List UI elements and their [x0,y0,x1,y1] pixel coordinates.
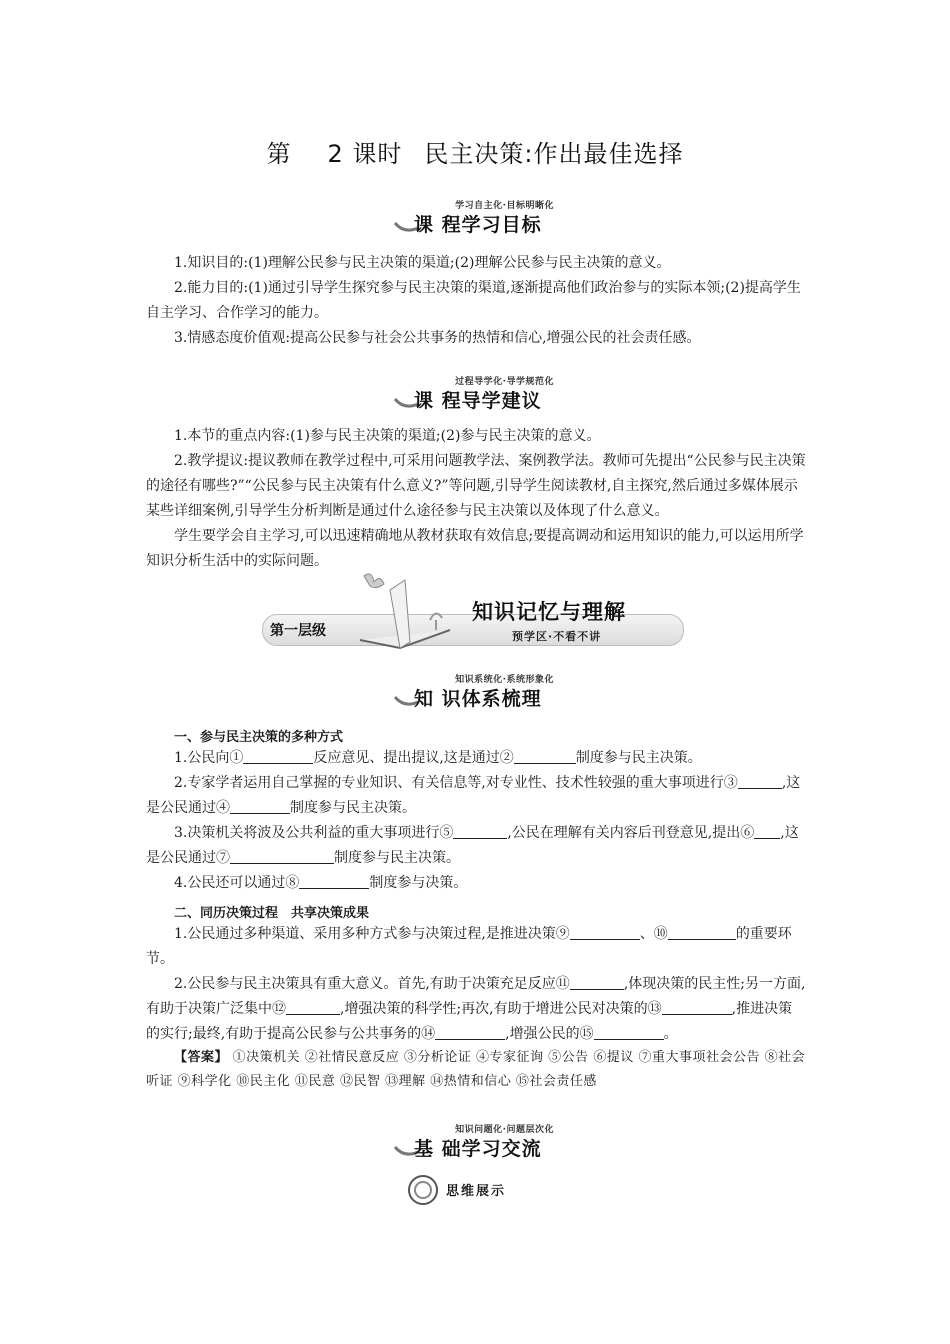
layer-title: 知识记忆与理解 [472,600,626,624]
goal-3: 3.情感态度价值观:提高公民参与社会公共事务的热情和信心,增强公民的社会责任感。 [174,330,701,346]
system-item-3: 3.决策机关将波及公共利益的重大事项进行⑤ ,公民在理解有关内容后刊登意见,提出⑥ ,这是公民通过⑦ 制度参与民主决策。 [146,825,799,866]
guide-2: 2.教学提议:提议教师在教学过程中,可采用问题教学法、案例教学法。教师可先提出“公民参与民主决策的途径有哪些?”“公民参与民主决策有什么意义?”等问题,引导学生阅读教材,自主探究,然后通过多媒体展示某些详细案例,引导学生分析判断是通过什么途径参与民主决策以及体现了什么意义。 [146,453,806,519]
layer-subtitle: 预学区·不看不讲 [512,630,602,643]
banner-subtitle: 知识问题化·问题层次化 [455,1125,554,1135]
section-banner-goals [390,198,590,240]
subheading-1: 一、参与民主决策的多种方式 [174,730,344,745]
answer-block [146,1046,806,1094]
goal-2: 2.能力目的:(1)通过引导学生探究参与民主决策的渠道,逐渐提高他们政治参与的实际本领;(2)提高学生自主学习、合作学习的能力。 [146,280,801,321]
answer-label: 【答案】 [174,1050,229,1065]
guide-1: 1.本节的重点内容:(1)参与民主决策的渠道;(2)参与民主决策的意义。 [174,428,601,444]
banner-title: 知 识体系梳理 [414,688,542,710]
book-butterfly-icon [350,570,460,650]
goal-1: 1.知识目的:(1)理解公民参与民主决策的渠道;(2)理解公民参与民主决策的意义。 [174,255,671,271]
banner-subtitle: 知识系统化·系统形象化 [455,675,554,685]
banner-title: 课 程导学建议 [414,390,542,412]
system-item-4: 4.公民还可以通过⑧ 制度参与决策。 [174,875,468,891]
guide-3: 学生要学会自主学习,可以迅速精确地从教材获取有效信息;要提高调动和运用知识的能力,可以运用所学知识分析生活中的实际问题。 [146,528,804,569]
system-item-6: 2.公民参与民主决策具有重大意义。首先,有助于决策充足反应⑪ ,体现决策的民主性;另一方面,有助于决策广泛集中⑫ ,增强决策的科学性;再次,有助于增进公民对决策的⑬ ,推进决策的实行;最终,有助于提高公民参与公共事务的⑭ ,增强公民的⑮ 。 [146,976,806,1042]
system-item-5: 1.公民通过多种渠道、采用多种方式参与决策过程,是推进决策⑨ 、⑩ 的重要环节。 [146,926,792,967]
subheading-2: 二、同历决策过程 共享决策成果 [174,906,370,921]
layer-tag: 第一层级 [270,623,326,639]
banner-subtitle: 过程导学化·导学规范化 [455,377,554,387]
pill-label: 思维展示 [446,1184,507,1199]
system-item-2: 2.专家学者运用自己掌握的专业知识、有关信息等,对专业性、技术性较强的重大事项进行③ ,这是公民通过④ 制度参与民主决策。 [146,775,801,816]
section-banner-guide [390,374,590,416]
page-title [0,134,950,169]
section-banner-system [390,672,590,714]
thinking-display-label [408,1175,518,1203]
answer-text: ①决策机关 ②社情民意反应 ③分析论证 ④专家征询 ⑤公告 ⑥提议 ⑦重大事项社会公告 ⑧社会听证 ⑨科学化 ⑩民主化 ⑪民意 ⑫民智 ⑬理解 ⑭热情和信心 ⑮社会责任感 [146,1050,806,1089]
section-banner-exchange [390,1122,590,1164]
system-item-1: 1.公民向① 反应意见、提出提议,这是通过② 制度参与民主决策。 [174,750,702,766]
layer-banner [262,570,692,660]
title-part1: 第 [266,140,292,168]
title-part2: 2 课时 [327,140,403,168]
title-part3: 民主决策:作出最佳选择 [424,140,684,168]
banner-title: 基 础学习交流 [414,1138,542,1160]
banner-title: 课 程学习目标 [414,214,542,236]
banner-subtitle: 学习自主化·目标明晰化 [455,201,554,211]
